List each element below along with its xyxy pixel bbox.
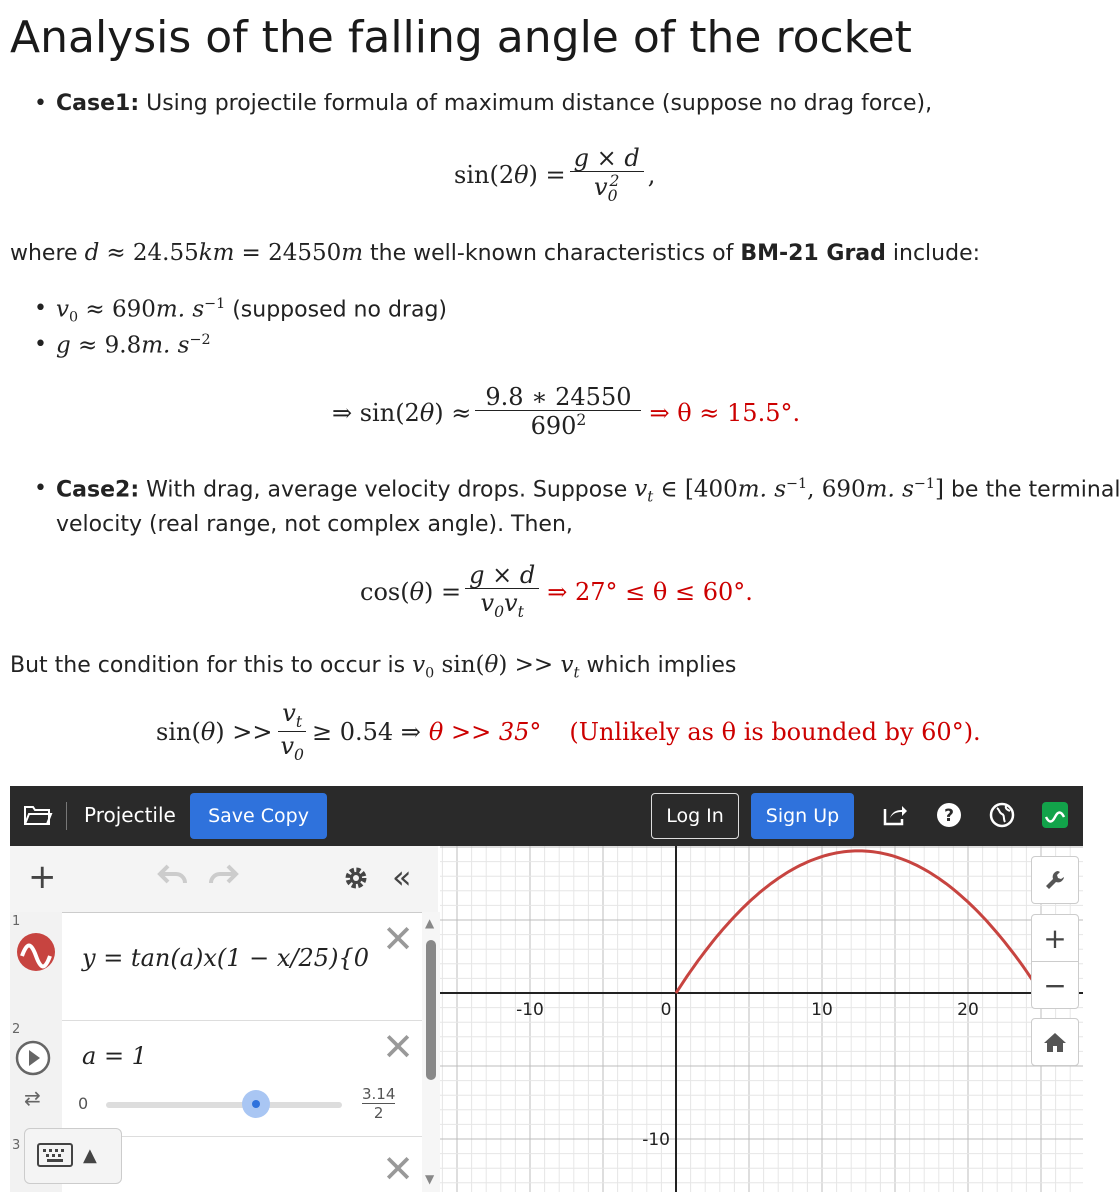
- condition-line: But the condition for this to occur is $v_0$ $\sin(\theta) >> v_t$ which implies: [10, 652, 737, 682]
- g-exponent: −2: [189, 332, 211, 348]
- home-icon[interactable]: [1031, 1018, 1079, 1066]
- graph-title[interactable]: Projectile: [84, 803, 176, 827]
- keyboard-toggle[interactable]: [24, 1128, 122, 1184]
- where-text: where: [10, 241, 78, 266]
- case2-text2: be the terminal: [943, 477, 1120, 503]
- bullet-g: • g ≈ 9.8m. $s^{-2}$: [56, 332, 211, 358]
- globe-icon[interactable]: [987, 800, 1017, 830]
- bm21-name: BM-21 Grad: [740, 241, 886, 266]
- slider-handle[interactable]: [242, 1090, 270, 1118]
- slider-max-denominator: 2: [373, 1103, 384, 1122]
- expression-toolbar: [10, 846, 438, 913]
- x-tick-label: 10: [811, 1000, 833, 1020]
- slider-min[interactable]: 0: [78, 1094, 89, 1113]
- share-icon[interactable]: [880, 800, 910, 830]
- delete-icon[interactable]: ✕: [382, 917, 414, 961]
- sign-up-button[interactable]: Sign Up: [751, 793, 854, 839]
- row-number: 2: [12, 1022, 21, 1037]
- case1-numerator: 9.8 ∗ 24550: [475, 384, 641, 411]
- settings-gear-icon[interactable]: [342, 864, 370, 896]
- formula-sin2theta: sin(2θ) = $\frac{g \times d}{v_0^2}$ ,: [454, 144, 656, 206]
- row-number: 3: [12, 1138, 21, 1153]
- condition-red1: θ >> 35°: [428, 718, 542, 747]
- case1-answer: ⇒ θ ≈ 15.5°.: [649, 398, 801, 427]
- x-tick-label: -10: [516, 1000, 544, 1020]
- scrollbar-thumb[interactable]: [426, 940, 436, 1080]
- case2-line2: velocity (real range, not complex angle). Then,: [56, 512, 573, 537]
- zoom-in-icon[interactable]: +: [1031, 914, 1079, 962]
- condition-result: ≥ 0.54 ⇒: [311, 718, 421, 747]
- case2-label: Case2:: [56, 477, 140, 503]
- scrollbar[interactable]: [422, 912, 440, 1192]
- row-gutter: [10, 1020, 62, 1136]
- caret-up-icon: ▲: [83, 1145, 97, 1166]
- desmos-logo-icon[interactable]: [1040, 800, 1070, 830]
- undo-icon[interactable]: [158, 864, 188, 890]
- formula-cos-theta: cos(θ) = $\frac{g \times d}{v_0v_t}$ ⇒ 27° ≤ θ ≤ 60°.: [360, 561, 753, 622]
- where-middle: the well-known characteristics of: [363, 241, 741, 266]
- desmos-header: [10, 786, 1083, 846]
- case1-text: Using projectile formula of maximum distance (suppose no drag force),: [139, 91, 933, 116]
- bullet-v0-text: (supposed no drag): [225, 297, 447, 323]
- loop-icon[interactable]: ⇄: [24, 1086, 41, 1110]
- case2-text1: With drag, average velocity drops. Suppose: [139, 477, 635, 503]
- where-line: where d ≈ 24.55km = 24550m the well-known characteristics of BM-21 Grad include:: [10, 240, 981, 266]
- folder-icon[interactable]: [22, 800, 52, 830]
- expression-1-text[interactable]: y = tan(a)x(1 − x/25){0: [82, 944, 369, 972]
- graph-settings-wrench-icon[interactable]: [1031, 856, 1079, 904]
- redo-icon[interactable]: [208, 864, 238, 890]
- row-number: 1: [12, 914, 21, 929]
- expression-row-1[interactable]: [10, 912, 422, 1021]
- add-item-icon[interactable]: +: [28, 857, 57, 897]
- delete-icon[interactable]: ✕: [382, 1147, 414, 1191]
- formula-case1-result: ⇒ sin(2θ) ≈ $\frac{9.8 ∗ 24550}{690^2}$ ⇒ θ ≈ 15.5°.: [332, 383, 801, 441]
- scroll-down-icon[interactable]: ▼: [425, 1172, 435, 1186]
- scroll-up-icon[interactable]: ▲: [425, 916, 435, 930]
- case2-paragraph: • Case2: With drag, average velocity drops. Suppose $v_t$ ∈ [400m. $s^{-1}$, 690m. $s^{-1}$] be the terminal: [56, 476, 1120, 506]
- slider-max[interactable]: [362, 1086, 395, 1122]
- condition-red2: (Unlikely as θ is bounded by 60°).: [569, 718, 981, 747]
- formula-condition: sin(θ) >> $\frac{v_t}{v_0}$ ≥ 0.54 ⇒ θ >> 35° (Unlikely as θ is bounded by 60°).: [156, 699, 981, 764]
- case1-den-exp: 2: [576, 411, 587, 430]
- slider-track[interactable]: [106, 1102, 342, 1108]
- zoom-out-icon[interactable]: −: [1031, 961, 1079, 1009]
- case1-paragraph: [56, 91, 932, 116]
- play-icon[interactable]: [15, 1040, 51, 1080]
- case1-denominator: 690: [530, 412, 577, 441]
- svg-text:?: ?: [944, 806, 954, 826]
- where-after: include:: [885, 241, 981, 266]
- bullet-v0: • $v_0 \approx 690m$. $s^{-1}$ (supposed no drag): [56, 296, 447, 326]
- case2-answer: ⇒ 27° ≤ θ ≤ 60°.: [547, 577, 753, 606]
- condition-before: But the condition for this to occur is: [10, 653, 413, 678]
- curve-color-icon[interactable]: [16, 932, 56, 976]
- save-copy-button[interactable]: Save Copy: [190, 793, 327, 839]
- graph-canvas[interactable]: [440, 846, 1083, 1192]
- expression-panel: [10, 846, 442, 1192]
- condition-after: which implies: [579, 653, 737, 678]
- row-gutter: [10, 912, 62, 1020]
- y-tick-label: -10: [642, 1130, 670, 1150]
- page-title: Analysis of the falling angle of the rocket: [10, 12, 912, 63]
- keyboard-icon: [37, 1143, 73, 1167]
- header-divider: [66, 802, 67, 830]
- expression-row-2[interactable]: [10, 1020, 422, 1137]
- slider-max-numerator: 3.14: [362, 1085, 396, 1103]
- help-icon[interactable]: [934, 800, 964, 830]
- v0-exponent: −1: [204, 296, 226, 312]
- slider-variable[interactable]: a = 1: [82, 1042, 147, 1070]
- case1-label: Case1:: [56, 91, 140, 116]
- collapse-panel-icon[interactable]: «: [392, 858, 412, 896]
- x-tick-label: 0: [660, 1000, 672, 1020]
- delete-icon[interactable]: ✕: [382, 1025, 414, 1069]
- x-tick-label: 20: [957, 1000, 979, 1020]
- log-in-button[interactable]: Log In: [651, 793, 739, 839]
